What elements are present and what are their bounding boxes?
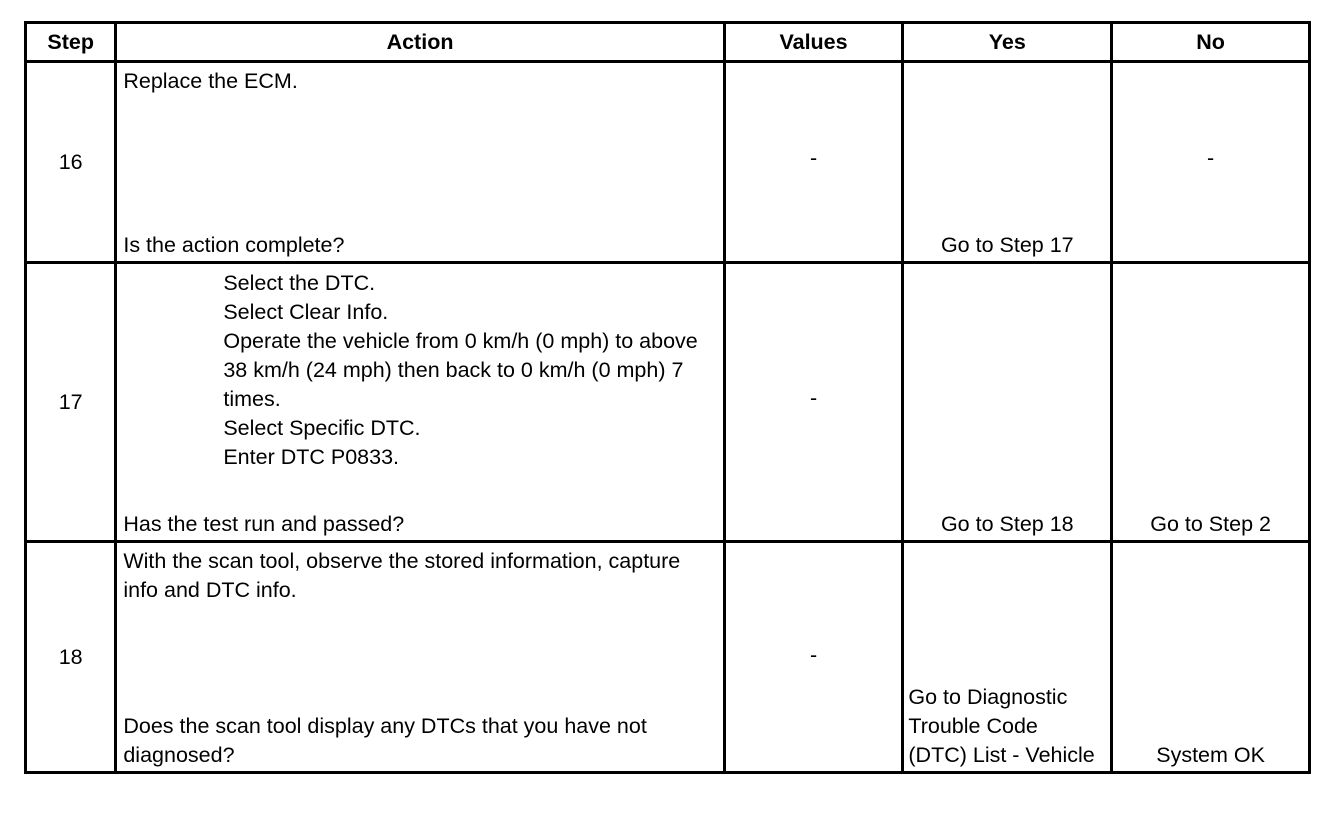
header-step: Step [26,23,116,62]
values-text: - [809,385,818,410]
yes-link[interactable]: Go to Step 18 [940,512,1074,536]
action-question: Does the scan tool display any DTCs that you have not diagnosed? [123,714,647,767]
values-cell [724,263,903,542]
action-substeps [123,269,716,472]
header-action: Action [116,23,724,62]
header-row [26,23,1310,62]
action-cell [116,62,724,263]
diagnostic-table [24,21,1311,774]
no-cell [1112,542,1310,773]
action-substep: Operate the vehicle from 0 km/h (0 mph) to above 38 km/h (24 mph) then back to 0 km/h (0 mph) 7 times. [223,329,698,411]
table-row [26,263,1310,542]
yes-cell [903,542,1112,773]
step-number: 18 [58,644,83,669]
values-cell [724,62,903,263]
no-link[interactable]: Go to Step 2 [1150,512,1271,536]
values-cell [724,542,903,773]
no-cell [1112,62,1310,263]
action-substep: Select the DTC. [223,271,376,295]
table-row [26,62,1310,263]
action-text: Replace the ECM. [123,69,298,93]
yes-link[interactable]: Go to Diagnostic Trouble Code (DTC) List - Vehicle [908,685,1095,767]
table-row [26,542,1310,773]
no-result: System OK [1156,743,1265,767]
yes-link[interactable]: Go to Step 17 [940,233,1074,257]
action-text: With the scan tool, observe the stored information, capture info and DTC info. [123,549,681,602]
step-cell [26,542,116,773]
step-cell [26,62,116,263]
action-substep: Select Clear Info. [223,300,389,324]
values-text: - [809,642,818,667]
header-yes: Yes [903,23,1112,62]
yes-cell [903,62,1112,263]
action-cell [116,542,724,773]
step-number: 16 [58,149,83,174]
no-cell [1112,263,1310,542]
action-cell [116,263,724,542]
action-question: Is the action complete? [123,233,345,257]
step-cell [26,263,116,542]
header-no: No [1112,23,1310,62]
action-question: Has the test run and passed? [123,512,405,536]
step-number: 17 [58,389,83,414]
values-text: - [809,145,818,170]
action-substep: Enter DTC P0833. [223,445,400,469]
no-text: - [1207,145,1215,170]
header-values: Values [724,23,903,62]
action-substep: Select Specific DTC. [223,416,421,440]
yes-cell [903,263,1112,542]
